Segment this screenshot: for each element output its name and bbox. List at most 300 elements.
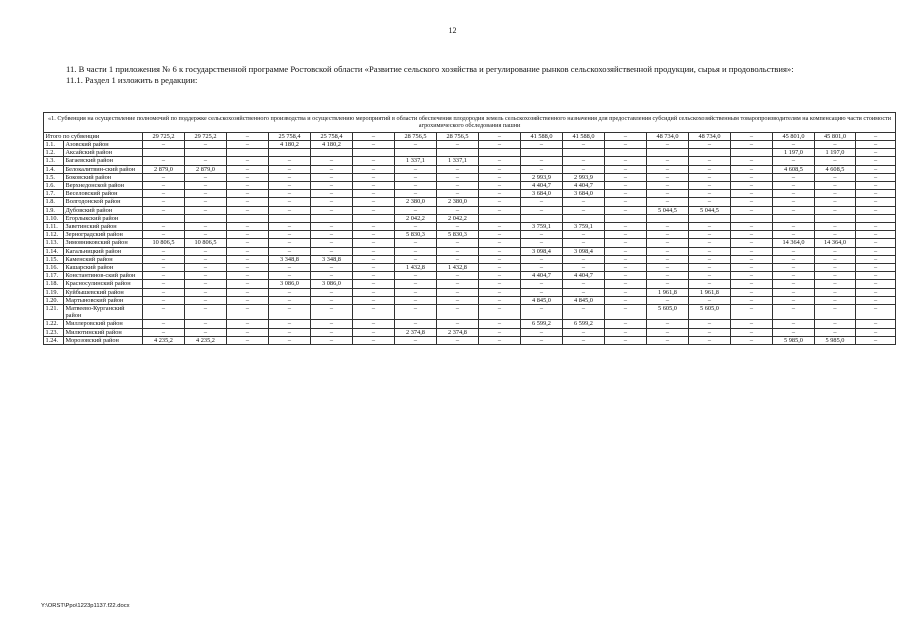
table-cell: 3 098,4	[521, 247, 563, 255]
table-row	[44, 272, 896, 280]
table-cell: –	[731, 288, 773, 296]
table-cell: –	[395, 141, 437, 149]
table-row	[44, 296, 896, 304]
table-cell: –	[437, 206, 479, 214]
table-cell: –	[689, 264, 731, 272]
table-cell	[605, 214, 647, 222]
table-cell: –	[353, 132, 395, 140]
table-cell: –	[143, 223, 185, 231]
row-number: 1.21.	[44, 305, 64, 320]
table-title: «1. Субвенция на осуществление полномочий по поддержке сельскохозяйственного производства и осуществлению мероприятий в области обеспечения плодородия земель сельскохозяйственного назначения для предоставления субсидий сельскохозяйственным товаропроизводителям на компенсацию части стоимости агрохимического обследования пашни	[44, 113, 896, 133]
table-cell: –	[185, 173, 227, 181]
table-cell: 5 830,3	[437, 231, 479, 239]
table-cell: –	[479, 280, 521, 288]
table-cell: –	[815, 296, 856, 304]
table-cell: –	[563, 336, 605, 344]
table-cell: 48 734,0	[689, 132, 731, 140]
table-cell: –	[856, 336, 896, 344]
table-cell: –	[227, 157, 269, 165]
table-cell: –	[395, 223, 437, 231]
table-cell: –	[143, 296, 185, 304]
table-cell: –	[856, 223, 896, 231]
table-cell: –	[815, 231, 856, 239]
table-cell: –	[143, 247, 185, 255]
region-name: Егорлыкский район	[64, 214, 143, 222]
table-cell	[353, 149, 395, 157]
table-cell: –	[395, 288, 437, 296]
subvention-table	[43, 112, 896, 345]
table-cell: 4 235,2	[185, 336, 227, 344]
region-name: Зимовниковский район	[64, 239, 143, 247]
table-cell: –	[731, 141, 773, 149]
table-cell: –	[563, 305, 605, 320]
table-cell: –	[143, 255, 185, 263]
table-row	[44, 182, 896, 190]
table-cell: –	[353, 336, 395, 344]
table-row	[44, 231, 896, 239]
table-cell: –	[563, 141, 605, 149]
region-name: Мартыновский район	[64, 296, 143, 304]
table-cell: –	[311, 190, 353, 198]
table-cell: –	[689, 336, 731, 344]
table-cell: –	[185, 198, 227, 206]
table-cell	[521, 214, 563, 222]
table-cell: –	[605, 198, 647, 206]
table-cell: –	[437, 288, 479, 296]
table-row	[44, 288, 896, 296]
row-number: 1.22.	[44, 320, 64, 328]
table-cell: 5 830,3	[395, 231, 437, 239]
table-cell: –	[395, 296, 437, 304]
table-cell: 2 374,8	[395, 328, 437, 336]
table-cell: –	[143, 157, 185, 165]
table-cell: –	[395, 239, 437, 247]
table-cell: –	[479, 190, 521, 198]
table-cell: –	[815, 157, 856, 165]
table-cell: 29 725,2	[143, 132, 185, 140]
table-cell: –	[815, 272, 856, 280]
row-number: 1.1.	[44, 141, 64, 149]
table-cell: –	[731, 206, 773, 214]
table-cell: –	[479, 305, 521, 320]
table-cell: –	[521, 336, 563, 344]
table-cell: –	[815, 206, 856, 214]
table-cell: –	[479, 264, 521, 272]
table-cell: –	[311, 336, 353, 344]
table-cell: 41 588,0	[521, 132, 563, 140]
table-cell: –	[437, 190, 479, 198]
table-cell: –	[856, 198, 896, 206]
table-cell: 29 725,2	[185, 132, 227, 140]
table-cell: –	[311, 305, 353, 320]
region-name: Красносулинский район	[64, 280, 143, 288]
row-number: 1.7.	[44, 190, 64, 198]
table-cell: –	[647, 231, 689, 239]
table-cell: –	[773, 157, 815, 165]
table-cell: –	[856, 190, 896, 198]
table-cell: –	[353, 255, 395, 263]
file-path-footer: Y:\ORST\Ppo\1223p1137.f22.docx	[41, 603, 130, 609]
table-cell: –	[856, 182, 896, 190]
table-cell: 3 684,0	[563, 190, 605, 198]
table-cell: –	[689, 328, 731, 336]
table-cell: –	[647, 223, 689, 231]
table-cell: –	[143, 305, 185, 320]
table-cell: –	[311, 272, 353, 280]
table-cell: –	[605, 190, 647, 198]
table-cell: –	[311, 328, 353, 336]
table-cell: –	[311, 182, 353, 190]
table-cell: –	[521, 328, 563, 336]
table-cell: –	[647, 198, 689, 206]
table-cell: 1 197,0	[815, 149, 856, 157]
table-cell: –	[395, 247, 437, 255]
table-cell: 4 404,7	[521, 272, 563, 280]
table-cell: –	[479, 173, 521, 181]
table-cell: –	[395, 272, 437, 280]
table-row	[44, 305, 896, 320]
region-name: Заветинский район	[64, 223, 143, 231]
table-cell: –	[143, 288, 185, 296]
table-cell: –	[563, 288, 605, 296]
table-cell: –	[605, 247, 647, 255]
table-cell: –	[647, 296, 689, 304]
table-cell: –	[479, 328, 521, 336]
table-cell: –	[647, 190, 689, 198]
table-cell: –	[227, 231, 269, 239]
table-cell: 1 337,1	[437, 157, 479, 165]
table-cell: –	[395, 336, 437, 344]
table-row	[44, 247, 896, 255]
table-cell: –	[773, 255, 815, 263]
table-cell: 14 364,0	[815, 239, 856, 247]
table-cell: –	[605, 206, 647, 214]
table-row	[44, 264, 896, 272]
row-number: 1.10.	[44, 214, 64, 222]
table-cell: –	[563, 280, 605, 288]
table-cell: –	[143, 198, 185, 206]
table-row	[44, 165, 896, 173]
table-cell	[521, 149, 563, 157]
table-cell: –	[605, 157, 647, 165]
table-cell: –	[731, 305, 773, 320]
table-cell	[185, 214, 227, 222]
table-cell: –	[856, 328, 896, 336]
row-number: 1.8.	[44, 198, 64, 206]
table-cell	[353, 214, 395, 222]
table-cell: –	[353, 157, 395, 165]
table-cell: –	[647, 336, 689, 344]
table-cell: –	[856, 247, 896, 255]
table-cell: –	[563, 328, 605, 336]
table-cell	[563, 149, 605, 157]
table-row	[44, 190, 896, 198]
table-cell: 4 608,5	[773, 165, 815, 173]
table-cell: –	[479, 157, 521, 165]
region-name: Боковский район	[64, 173, 143, 181]
table-cell: –	[856, 296, 896, 304]
table-cell: –	[353, 272, 395, 280]
table-cell: 14 364,0	[773, 239, 815, 247]
table-cell: –	[731, 328, 773, 336]
table-cell: –	[353, 247, 395, 255]
table-cell: –	[227, 182, 269, 190]
table-cell: –	[773, 272, 815, 280]
table-cell: –	[353, 328, 395, 336]
table-cell: –	[185, 206, 227, 214]
table-cell: –	[689, 280, 731, 288]
table-cell: 28 756,5	[395, 132, 437, 140]
table-cell: –	[311, 157, 353, 165]
table-cell: 4 404,7	[563, 182, 605, 190]
table-cell: –	[815, 264, 856, 272]
row-number: 1.6.	[44, 182, 64, 190]
table-cell: 3 086,0	[311, 280, 353, 288]
table-cell: 2 879,0	[143, 165, 185, 173]
table-row	[44, 280, 896, 288]
table-cell: –	[856, 141, 896, 149]
table-cell: –	[437, 239, 479, 247]
table-cell: –	[773, 328, 815, 336]
table-cell	[647, 214, 689, 222]
table-cell: –	[227, 296, 269, 304]
table-cell: –	[731, 280, 773, 288]
table-cell: –	[437, 296, 479, 304]
table-cell: –	[227, 223, 269, 231]
table-cell: –	[689, 165, 731, 173]
table-cell: –	[479, 336, 521, 344]
row-number: 1.23.	[44, 328, 64, 336]
table-cell: –	[185, 280, 227, 288]
region-name: Каменский район	[64, 255, 143, 263]
table-cell: 4 404,7	[563, 272, 605, 280]
table-cell: –	[311, 198, 353, 206]
table-cell: –	[521, 231, 563, 239]
table-row	[44, 255, 896, 263]
table-cell: –	[605, 231, 647, 239]
intro-paragraph: 11. В части 1 приложения № 6 к государственной программе Ростовской области «Развитие сельского хозяйства и регулирование рынков сельскохозяйственной продукции, сырья и продовольствия»:	[66, 64, 794, 74]
table-row	[44, 173, 896, 181]
table-cell	[143, 149, 185, 157]
table-cell: –	[689, 296, 731, 304]
row-number: 1.12.	[44, 231, 64, 239]
table-cell: 2 879,0	[185, 165, 227, 173]
table-cell: –	[479, 272, 521, 280]
table-cell: –	[605, 280, 647, 288]
table-cell: –	[731, 132, 773, 140]
row-number: 1.17.	[44, 272, 64, 280]
table-cell: –	[479, 296, 521, 304]
table-cell: –	[773, 280, 815, 288]
table-cell	[731, 214, 773, 222]
region-name: Верхнедонской район	[64, 182, 143, 190]
table-cell: –	[856, 264, 896, 272]
table-cell: –	[731, 296, 773, 304]
table-cell: –	[815, 255, 856, 263]
region-name: Аксайский район	[64, 149, 143, 157]
table-cell: –	[269, 296, 311, 304]
table-cell: –	[227, 336, 269, 344]
table-cell: –	[647, 182, 689, 190]
table-cell: –	[731, 190, 773, 198]
table-cell: –	[395, 182, 437, 190]
table-cell: –	[311, 288, 353, 296]
table-cell: –	[773, 198, 815, 206]
table-cell: –	[605, 165, 647, 173]
table-cell: 6 599,2	[521, 320, 563, 328]
table-cell: –	[395, 305, 437, 320]
table-cell: –	[311, 231, 353, 239]
row-number: 1.4.	[44, 165, 64, 173]
table-cell: –	[731, 223, 773, 231]
table-cell: –	[605, 255, 647, 263]
table-cell: –	[773, 190, 815, 198]
table-cell: 5 985,0	[815, 336, 856, 344]
table-cell: –	[185, 190, 227, 198]
table-cell: –	[311, 206, 353, 214]
table-cell: –	[479, 132, 521, 140]
table-cell: –	[856, 239, 896, 247]
table-cell: –	[815, 320, 856, 328]
table-cell: –	[689, 190, 731, 198]
table-row	[44, 206, 896, 214]
table-cell: –	[563, 264, 605, 272]
table-cell: –	[185, 182, 227, 190]
table-cell: –	[269, 328, 311, 336]
table-cell: 5 985,0	[773, 336, 815, 344]
table-cell: 2 042,2	[395, 214, 437, 222]
table-cell: –	[479, 239, 521, 247]
table-cell: –	[731, 336, 773, 344]
table-cell: –	[143, 231, 185, 239]
region-name: Милютинский район	[64, 328, 143, 336]
region-name: Дубовский район	[64, 206, 143, 214]
region-name: Белокалитвин-ский район	[64, 165, 143, 173]
table-cell: –	[563, 231, 605, 239]
table-total-row	[44, 132, 896, 140]
table-cell: –	[185, 231, 227, 239]
table-cell: –	[227, 165, 269, 173]
row-number: 1.5.	[44, 173, 64, 181]
table-cell: –	[353, 305, 395, 320]
table-cell	[815, 214, 856, 222]
row-number: 1.2.	[44, 149, 64, 157]
table-cell: –	[647, 247, 689, 255]
table-cell: 4 845,0	[563, 296, 605, 304]
table-cell: –	[227, 280, 269, 288]
table-cell: 48 734,0	[647, 132, 689, 140]
table-cell	[143, 214, 185, 222]
table-cell: –	[269, 288, 311, 296]
table-cell: –	[353, 288, 395, 296]
table-row	[44, 239, 896, 247]
table-cell: –	[437, 141, 479, 149]
region-name: Азовский район	[64, 141, 143, 149]
table-cell: –	[395, 173, 437, 181]
table-cell: –	[353, 141, 395, 149]
row-number: 1.20.	[44, 296, 64, 304]
table-cell: –	[521, 239, 563, 247]
table-cell: –	[353, 206, 395, 214]
table-cell: –	[185, 272, 227, 280]
table-cell: –	[689, 198, 731, 206]
table-cell: –	[269, 336, 311, 344]
table-cell: –	[563, 157, 605, 165]
table-cell: –	[856, 288, 896, 296]
table-cell: –	[227, 328, 269, 336]
table-cell: –	[311, 223, 353, 231]
table-cell	[689, 214, 731, 222]
table-cell: –	[269, 239, 311, 247]
table-cell: –	[395, 165, 437, 173]
table-cell	[269, 149, 311, 157]
table-cell: 4 608,5	[815, 165, 856, 173]
table-cell: –	[605, 182, 647, 190]
table-cell: –	[353, 239, 395, 247]
table-cell: –	[353, 223, 395, 231]
table-cell: –	[227, 288, 269, 296]
table-cell: –	[856, 149, 896, 157]
table-cell: –	[731, 320, 773, 328]
table-cell: –	[311, 296, 353, 304]
region-name: Веселовский район	[64, 190, 143, 198]
region-name: Куйбышевский район	[64, 288, 143, 296]
table-cell: –	[773, 320, 815, 328]
table-cell: –	[647, 272, 689, 280]
table-cell: –	[479, 247, 521, 255]
table-cell: 3 098,4	[563, 247, 605, 255]
table-cell: –	[437, 255, 479, 263]
table-cell: 1 961,8	[647, 288, 689, 296]
table-cell: –	[395, 280, 437, 288]
table-cell: –	[731, 165, 773, 173]
table-cell: –	[227, 247, 269, 255]
table-cell: –	[143, 264, 185, 272]
table-cell: –	[731, 182, 773, 190]
table-cell	[227, 214, 269, 222]
table-cell: 3 348,8	[311, 255, 353, 263]
table-cell: –	[815, 328, 856, 336]
table-cell: 2 380,0	[395, 198, 437, 206]
table-cell: –	[437, 280, 479, 288]
table-cell: –	[227, 206, 269, 214]
table-cell	[605, 149, 647, 157]
table-cell: –	[227, 264, 269, 272]
table-cell	[311, 214, 353, 222]
table-cell: –	[815, 223, 856, 231]
table-cell: –	[185, 255, 227, 263]
table-cell: –	[647, 165, 689, 173]
table-cell: –	[773, 264, 815, 272]
table-cell: –	[815, 141, 856, 149]
table-cell: –	[856, 231, 896, 239]
table-cell: 2 374,8	[437, 328, 479, 336]
table-cell: –	[269, 320, 311, 328]
intro-text	[44, 64, 864, 86]
table-cell: –	[521, 165, 563, 173]
table-cell: 2 380,0	[437, 198, 479, 206]
table-cell: 28 756,5	[437, 132, 479, 140]
table-cell: –	[856, 132, 896, 140]
table-cell: –	[269, 173, 311, 181]
table-cell: –	[605, 288, 647, 296]
table-cell: –	[773, 247, 815, 255]
table-cell: –	[353, 231, 395, 239]
table-cell: –	[689, 320, 731, 328]
table-cell: –	[647, 239, 689, 247]
table-cell: –	[856, 305, 896, 320]
table-cell: –	[815, 288, 856, 296]
